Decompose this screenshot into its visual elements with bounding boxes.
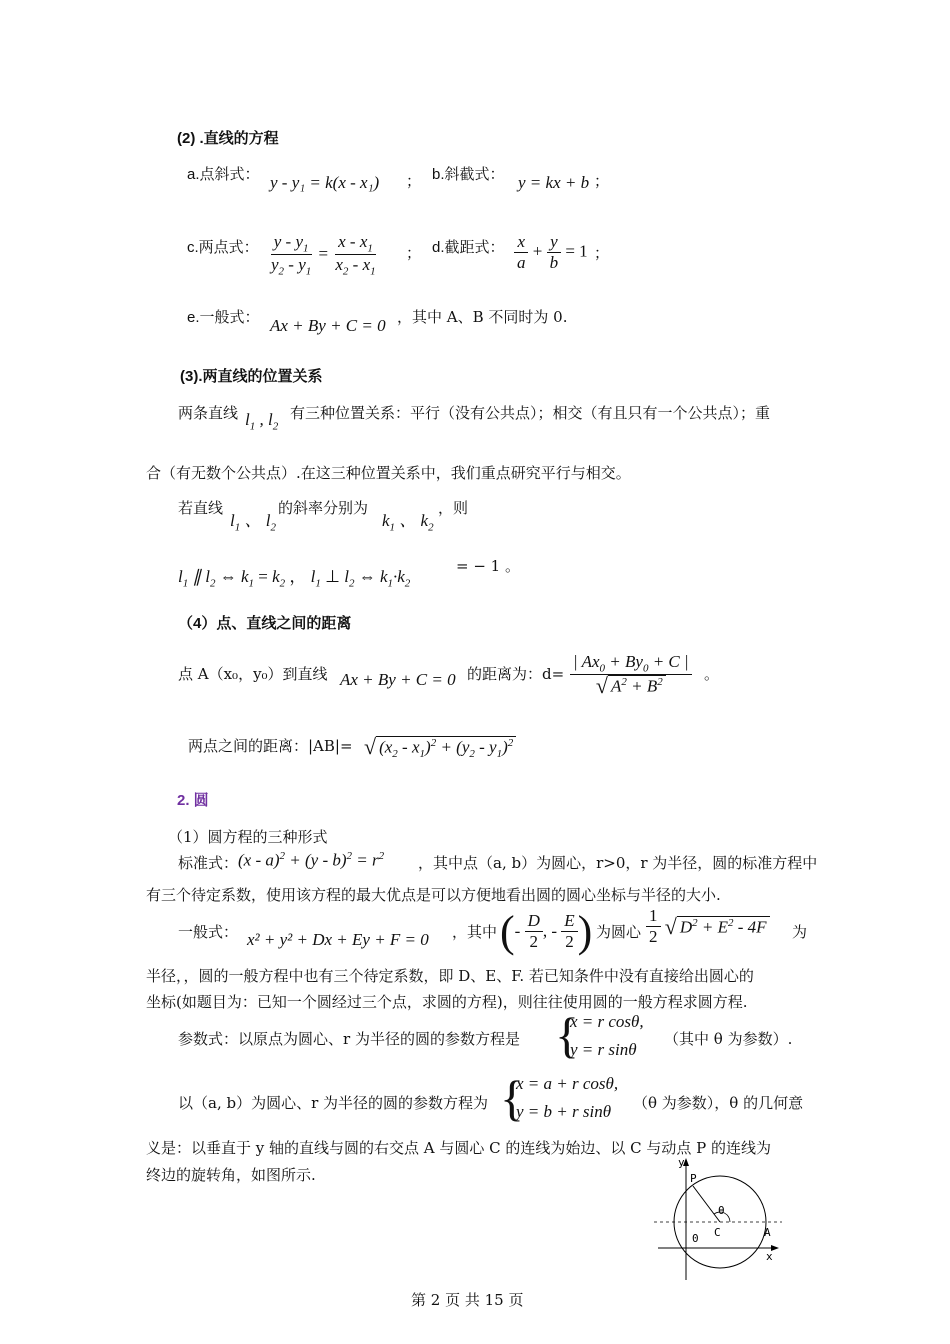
relation-text-start: 两条直线 — [178, 404, 239, 422]
general-circle-label: 一般式： — [178, 923, 239, 941]
section-heading-distance: （4）点、直线之间的距离 — [178, 615, 352, 632]
general-form-formula: Ax + By + C = 0 — [270, 316, 386, 335]
standard-form-text-2: 有三个待定系数，使用该方程的最大优点是可以方便地看出圆的圆心坐标与半径的大小. — [146, 886, 721, 904]
left-brace: { — [555, 1007, 579, 1063]
intercept-label: d.截距式： — [432, 239, 505, 256]
parametric-text: 参数式：以原点为圆心、r 为半径的圆的参数方程是 — [178, 1030, 520, 1048]
circle-heading: 2. 圆 — [177, 792, 209, 809]
general-form-note: ，其中 A、B 不同时为 0. — [397, 308, 568, 326]
separator: ； — [594, 172, 610, 190]
parametric2-text-2: 义是：以垂直于 y 轴的直线与圆的右交点 A 与圆心 C 的连线为始边、以 C 与动点 P 的连线为 — [146, 1139, 772, 1157]
general-circle-text-2: 半径，，圆的一般方程中也有三个待定系数，即 D、E、F. 若已知条件中没有直接给出圆心的 — [146, 967, 754, 985]
perpendicular-product: = − 1 。 — [456, 557, 520, 575]
section-heading-relation: (3).两直线的位置关系 — [180, 368, 323, 385]
parametric-eq-2: y = r sinθ — [570, 1040, 637, 1059]
parametric2-text-3: 终边的旋转角，如图所示. — [146, 1166, 316, 1184]
parametric2-eq-1: x = a + r cosθ, — [516, 1074, 619, 1093]
parametric2-note: （θ 为参数），θ 的几何意 — [633, 1094, 804, 1112]
slope-intercept-label: b.斜截式： — [432, 166, 505, 183]
parametric2-eq-2: y = b + r sinθ — [516, 1102, 612, 1121]
slope-symbols: $k_1$ 、 $k_2$ — [382, 511, 434, 534]
slope-text-then: ，则 — [438, 499, 469, 517]
distance-line-formula: Ax + By + C = 0 — [340, 670, 456, 689]
intercept-equals: = 1 — [565, 241, 588, 261]
slope-lines: $l_1$ 、 $l_2$ — [230, 511, 276, 534]
slope-text-start: 若直线 — [178, 499, 224, 517]
left-brace: { — [500, 1070, 524, 1126]
y-label: y — [678, 1156, 685, 1169]
general-circle-end: 为 — [792, 923, 808, 941]
slope-text-mid: 的斜率分别为 — [278, 499, 369, 517]
point-slope-formula: y - y₁ = k(x - x₁) — [270, 173, 380, 192]
relation-text-coincide: 合（有无数个公共点）.在这三种位置关系中，我们重点研究平行与相交。 — [146, 464, 631, 482]
theta-label: θ — [718, 1204, 725, 1217]
circle-radius-formula: $\frac{1}{2}$ √ $D^2 + E^2 - 4F$ — [646, 906, 770, 947]
separator: ； — [594, 244, 610, 262]
two-point-distance-formula: √ $(x_2 - x_1)^2 + (y_2 - y_1)^2$ — [364, 736, 516, 760]
slope-intercept-formula: y = kx + b — [518, 173, 590, 192]
two-point-formula: $\frac{y - y_1}{y_2 - y_1}$ = $\frac{x - x_1}{x_2 - x_1}$ — [271, 232, 376, 278]
intercept-formula: $\frac{x}{a}$ + $\frac{y}{b}$ = 1 — [514, 232, 588, 273]
origin-label: 0 — [692, 1232, 699, 1245]
general-form-label: e.一般式： — [187, 309, 260, 326]
separator: ； — [406, 172, 422, 190]
lines-l1-l2: $l_1$ , $l_2$ — [245, 410, 279, 433]
parallel-perpendicular-condition: $l_1$ ∥ $l_2$ ⇔ $k_1 = k_2$ ， $l_1$ ⊥ $l_2$ ⇔ $k_1\cdot k_2$ — [178, 567, 411, 590]
parametric-note: （其中 θ 为参数）. — [664, 1030, 793, 1048]
parametric2-text: 以（a, b）为圆心、r 为半径的圆的参数方程为 — [178, 1094, 489, 1112]
a-label: A — [764, 1226, 771, 1239]
point-line-distance-formula: | $Ax_0 + By_0 + C$ | √ $A^2 + B^2$ — [570, 652, 692, 697]
general-circle-text-3: 坐标(如题目为：已知一个圆经过三个点，求圆的方程)，则往往使用圆的一般方程求圆方程. — [146, 993, 748, 1011]
general-circle-formula: x² + y² + Dx + Ey + F = 0 — [247, 930, 429, 949]
point-slope-label: a.点斜式： — [187, 166, 260, 183]
p-label: P — [690, 1172, 697, 1185]
standard-form-text: ，其中点（a, b）为圆心，r>0，r 为半径，圆的标准方程中 — [418, 854, 818, 872]
separator: ； — [406, 244, 422, 262]
section-heading-line-equation: (2) .直线的方程 — [177, 130, 279, 147]
two-point-label: c.两点式： — [187, 239, 259, 256]
circle-parametric-figure — [650, 1150, 790, 1290]
distance-text-start: 点 A（x₀，y₀）到直线 — [178, 665, 328, 683]
distance-end: 。 — [704, 665, 720, 683]
x-label: x — [766, 1250, 773, 1263]
two-point-distance-label: 两点之间的距离：|AB|= — [188, 737, 353, 755]
page-footer: 第 2 页 共 15 页 — [411, 1291, 524, 1309]
relation-text-types: 有三种位置关系：平行（没有公共点）；相交（有且只有一个公共点）；重 — [290, 404, 771, 422]
c-label: C — [714, 1226, 721, 1239]
circle-forms-title: （1）圆方程的三种形式 — [168, 828, 328, 846]
distance-text-mid: 的距离为：d= — [467, 665, 565, 683]
parametric-eq-1: x = r cosθ, — [570, 1012, 644, 1031]
radius-to-p — [693, 1186, 720, 1222]
general-circle-center: 为圆心 — [596, 923, 642, 941]
standard-form-formula: $(x - a)^2 + (y - b)^2 = r^2$ — [238, 850, 385, 870]
general-circle-mid: ，其中 — [452, 923, 498, 941]
circle-center-formula: (- $\frac{D}{2}$ , - $\frac{E}{2}$ ) — [500, 907, 593, 956]
standard-form-label: 标准式： — [178, 854, 239, 872]
